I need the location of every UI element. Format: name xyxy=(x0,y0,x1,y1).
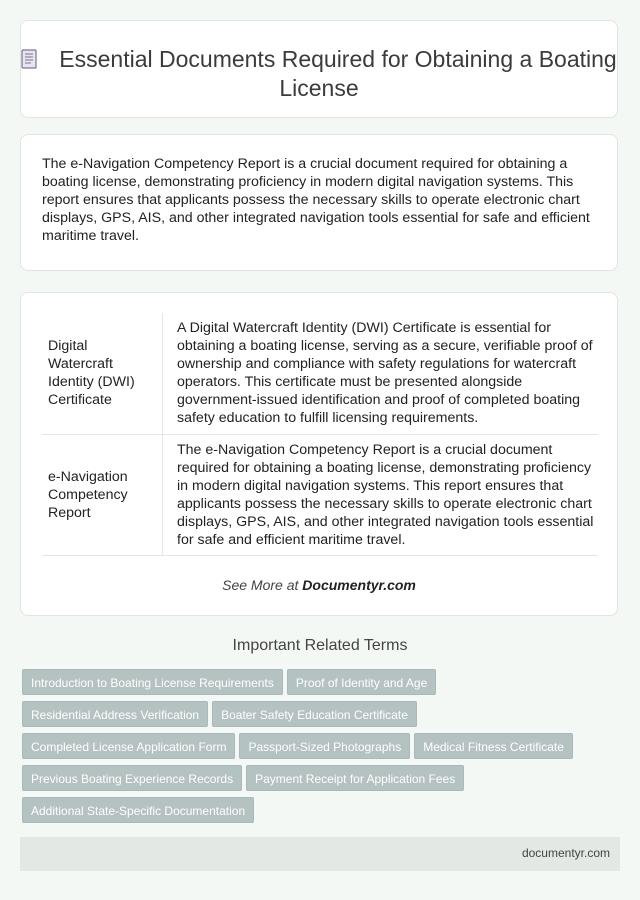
table-row xyxy=(42,313,598,434)
related-term-tag[interactable]: Payment Receipt for Application Fees xyxy=(246,765,464,791)
document-term: Digital Watercraft Identity (DWI) Certificate xyxy=(42,313,163,434)
intro-card xyxy=(20,134,618,271)
document-description: A Digital Watercraft Identity (DWI) Certificate is essential for obtaining a boating license, serving as a secure, verifiable proof of ownership and compliance with safety regulations for watercraft operators. This certificate must be presented alongside government-issued identification and proof of completed boating safety education to fulfill licensing requirements. xyxy=(163,313,599,434)
related-term-tag[interactable]: Residential Address Verification xyxy=(22,701,208,727)
related-term-tag[interactable]: Medical Fitness Certificate xyxy=(414,733,573,759)
header-card xyxy=(20,20,618,118)
see-more-line xyxy=(21,577,617,593)
see-more-link[interactable]: Documentyr.com xyxy=(302,577,416,593)
related-term-tag[interactable]: Completed License Application Form xyxy=(22,733,235,759)
related-term-tag[interactable]: Proof of Identity and Age xyxy=(287,669,436,695)
document-icon xyxy=(21,49,37,69)
document-term: e-Navigation Competency Report xyxy=(42,434,163,555)
related-term-tag[interactable]: Introduction to Boating License Requirements xyxy=(22,669,283,695)
see-more-prefix: See More at xyxy=(222,577,303,593)
related-term-tag[interactable]: Boater Safety Education Certificate xyxy=(212,701,417,727)
related-term-tag[interactable]: Previous Boating Experience Records xyxy=(22,765,242,791)
related-terms-list xyxy=(22,669,622,829)
document-description: The e-Navigation Competency Report is a crucial document required for obtaining a boating license, demonstrating proficiency in modern digital navigation systems. This report ensures that applicants possess the necessary skills to operate electronic chart displays, GPS, AIS, and other integrated navigation tools essential for safe and efficient maritime travel. xyxy=(163,434,599,555)
intro-paragraph: The e-Navigation Competency Report is a crucial document required for obtaining a boating license, demonstrating proficiency in modern digital navigation systems. This report ensures that applicants possess the necessary skills to operate electronic chart displays, GPS, AIS, and other integrated navigation tools essential for safe and efficient maritime travel. xyxy=(42,156,590,244)
footer-site-link[interactable]: documentyr.com xyxy=(521,846,610,860)
documents-card xyxy=(20,292,618,616)
related-terms-title: Important Related Terms xyxy=(232,637,408,654)
documents-table xyxy=(42,313,598,556)
page-title-wrap xyxy=(21,45,617,103)
page-title: Essential Documents Required for Obtaining a Boating License xyxy=(59,46,617,101)
related-term-tag[interactable]: Passport-Sized Photographs xyxy=(239,733,410,759)
related-term-tag[interactable]: Additional State-Specific Documentation xyxy=(22,797,254,823)
footer xyxy=(20,837,620,871)
table-row xyxy=(42,434,598,555)
